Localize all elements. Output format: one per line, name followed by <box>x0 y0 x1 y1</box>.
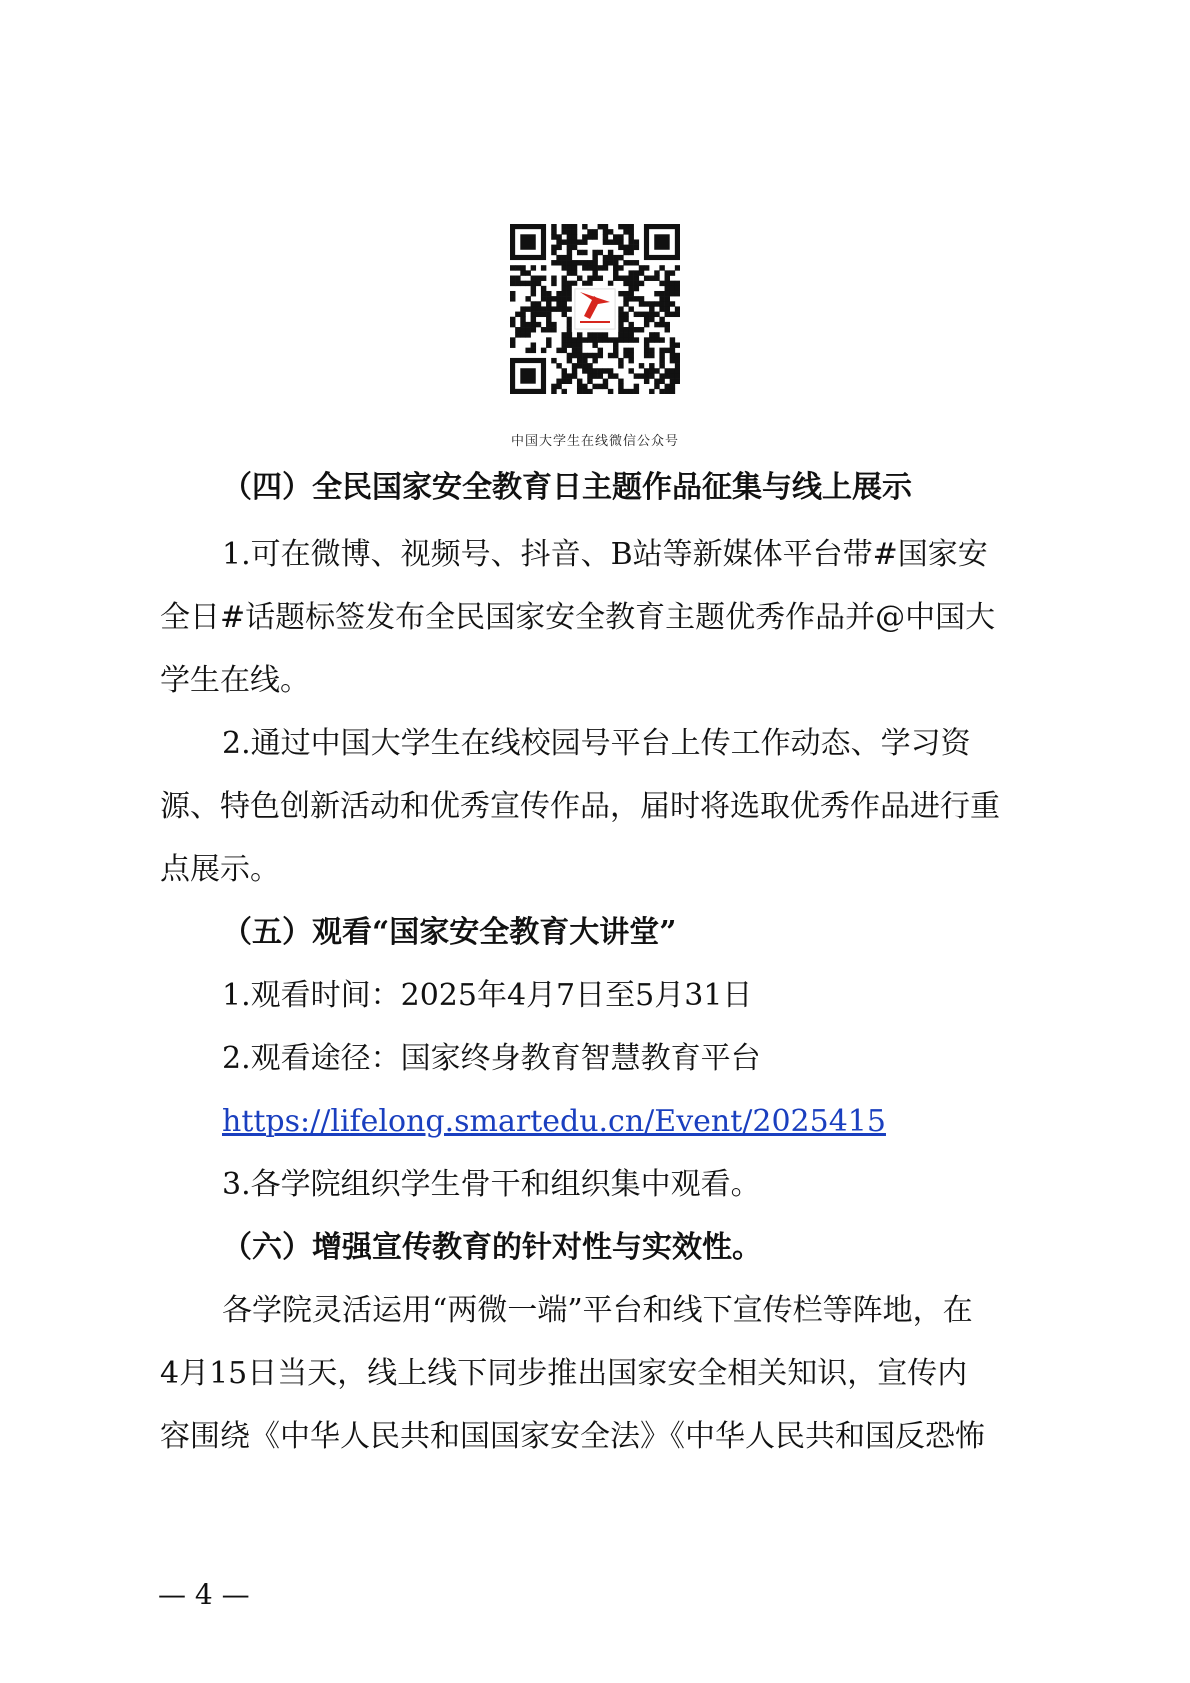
qr-code-image <box>510 224 680 394</box>
section-5-heading: （五）观看“国家安全教育大讲堂” <box>222 915 677 950</box>
page-number: — 4 — <box>158 1578 250 1611</box>
section-4-para-1-line-3: 学生在线。 <box>160 663 310 698</box>
section-5-url-line <box>222 1102 886 1142</box>
section-5-item-2: 2.观看途径：国家终身教育智慧教育平台 <box>222 1041 761 1076</box>
qr-code <box>510 224 680 394</box>
section-4-para-1-line-1: 1.可在微博、视频号、抖音、B站等新媒体平台带#国家安 <box>222 537 988 572</box>
section-6-para-line-3: 容围绕《中华人民共和国国家安全法》《中华人民共和国反恐怖 <box>160 1419 985 1454</box>
qr-caption: 中国大学生在线微信公众号 <box>510 434 679 449</box>
section-6-para-line-1: 各学院灵活运用“两微一端”平台和线下宣传栏等阵地，在 <box>222 1293 973 1328</box>
section-4-heading: （四）全民国家安全教育日主题作品征集与线上展示 <box>222 470 912 505</box>
section-5-item-3: 3.各学院组织学生骨干和组织集中观看。 <box>222 1167 761 1202</box>
section-4-para-2-line-3: 点展示。 <box>160 852 280 887</box>
section-6-para-line-2: 4月15日当天，线上线下同步推出国家安全相关知识，宣传内 <box>160 1356 968 1391</box>
section-5-item-1: 1.观看时间：2025年4月7日至5月31日 <box>222 978 753 1013</box>
section-4-para-2-line-2: 源、特色创新活动和优秀宣传作品，届时将选取优秀作品进行重 <box>160 789 1000 824</box>
section-4-para-1-line-2: 全日#话题标签发布全民国家安全教育主题优秀作品并@中国大 <box>160 600 996 635</box>
event-link[interactable]: https://lifelong.smartedu.cn/Event/2025415 <box>222 1104 886 1139</box>
section-4-para-2-line-1: 2.通过中国大学生在线校园号平台上传工作动态、学习资 <box>222 726 971 761</box>
section-6-heading: （六）增强宣传教育的针对性与实效性。 <box>222 1230 762 1265</box>
